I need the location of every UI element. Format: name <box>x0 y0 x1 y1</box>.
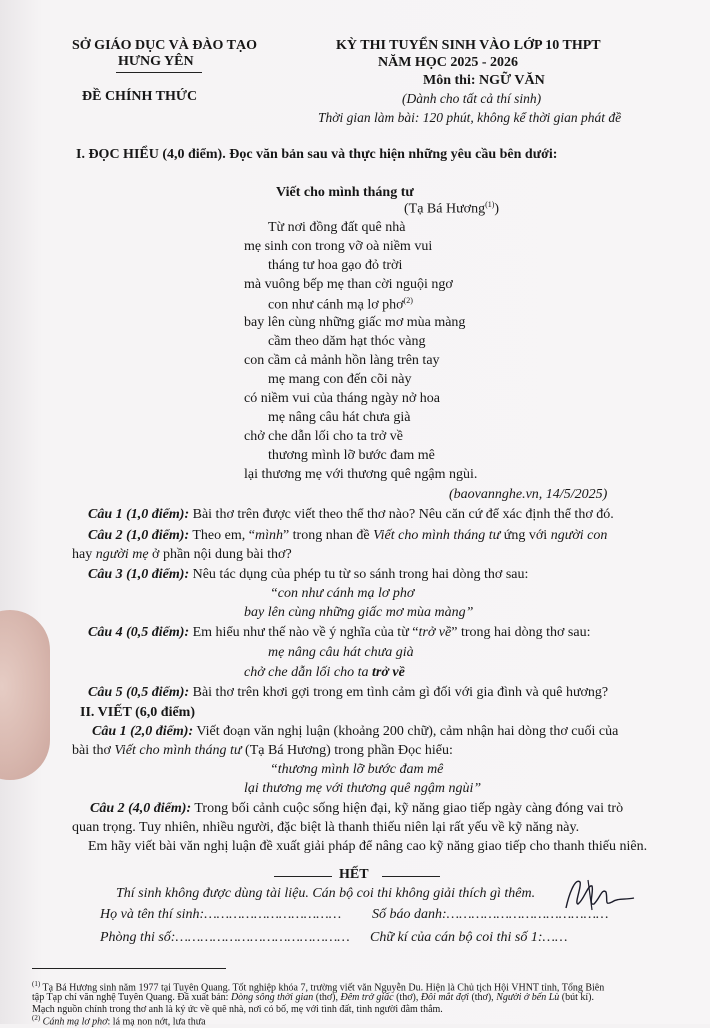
poem-line: lại thương mẹ với thương quê ngậm ngùi. <box>244 467 478 482</box>
poem-author: (Tạ Bá Hương$^{(1)}$) <box>404 200 500 217</box>
writing-question-2-line2: quan trọng. Tuy nhiên, nhiều người, đặc biệt là thanh thiếu niên lại rất yếu về kỹ năng này. <box>72 820 580 835</box>
thumb-shadow <box>0 610 50 780</box>
footnote-1: $^{(1)}$ Tạ Bá Hương sinh năm 1977 tại Tuyên Quang. Tốt nghiệp khóa 7, trường viết văn Nguyễn Du. Hiện là Chủ tịch Hội VHNT tỉnh, Tổng Biên <box>32 980 605 994</box>
footnote-rule <box>32 968 226 969</box>
header-department: SỞ GIÁO DỤC VÀ ĐÀO TẠO <box>72 38 258 53</box>
footer-note: Thí sinh không được dùng tài liệu. Cán bộ coi thi không giải thích gì thêm. <box>116 886 536 901</box>
section1-title: I. ĐỌC HIỂU (4,0 điểm). Đọc văn bản sau và thực hiện những yêu cầu bên dưới: <box>76 147 558 162</box>
header-exam-name: KỲ THI TUYỂN SINH VÀO LỚP 10 THPT <box>336 38 601 53</box>
poem-line: con cầm cả mảnh hồn làng trên tay <box>244 353 440 368</box>
header-school-year: NĂM HỌC 2025 - 2026 <box>378 55 518 70</box>
poem-line: có niềm vui của tháng ngày nở hoa <box>244 391 440 406</box>
question-1: Câu 1 (1,0 điểm): Bài thơ trên được viết theo thể thơ nào? Nêu căn cứ để xác định thể thơ đó. <box>88 507 614 522</box>
question-5: Câu 5 (0,5 điểm): Bài thơ trên khơi gợi trong em tình cảm gì đối với gia đình và quê hương? <box>88 685 609 700</box>
section2-title: II. VIẾT (6,0 điểm) <box>80 705 196 720</box>
header-audience: (Dành cho tất cả thí sinh) <box>402 91 542 106</box>
poem-source: (baovannghe.vn, 14/5/2025) <box>449 487 608 502</box>
poem-line: mẹ mang con đến cõi này <box>268 372 412 387</box>
poem-title: Viết cho mình tháng tư <box>276 185 414 200</box>
poem-line: cầm theo dăm hạt thóc vàng <box>268 334 426 349</box>
proctor-signature-field: Chữ kí của cán bộ coi thi số 1:…… <box>370 930 568 945</box>
signature-icon <box>558 870 638 916</box>
writing-question-1-quote2: lại thương mẹ với thương quê ngậm ngùi” <box>244 781 482 796</box>
poem-line: tháng tư hoa gạo đỏ trời <box>268 258 403 273</box>
writing-question-1-quote1: “thương mình lỡ bước đam mê <box>270 762 444 777</box>
poem-line: mẹ sinh con trong vỡ oà niềm vui <box>244 239 433 254</box>
header-official: ĐỀ CHÍNH THỨC <box>82 89 198 104</box>
header-left-underline <box>116 72 202 73</box>
poem-line: con như cánh mạ lơ phơ$^{(2)}$ <box>268 296 413 313</box>
writing-question-2-line3: Em hãy viết bài văn nghị luận đề xuất giải pháp để nâng cao kỹ năng giao tiếp cho thanh thiếu niên. <box>88 839 648 854</box>
question-4-quote2: chở che dẫn lối cho ta trở về <box>244 665 405 680</box>
exam-room-field: Phòng thi số:…………………………………… <box>100 930 350 945</box>
question-2: Câu 2 (1,0 điểm): Theo em, “mình” trong nhan đề Viết cho mình tháng tư ứng với người con <box>88 528 608 543</box>
poem-line: chở che dẫn lối cho ta trở về <box>244 429 404 444</box>
question-2-line2: hay người mẹ ở phần nội dung bài thơ? <box>72 547 292 562</box>
question-4-quote1: mẹ nâng câu hát chưa già <box>268 645 414 660</box>
header-duration: Thời gian làm bài: 120 phút, không kể thời gian phát đề <box>318 110 622 125</box>
writing-question-1: Câu 1 (2,0 điểm): Viết đoạn văn nghị luận (khoảng 200 chữ), cảm nhận hai dòng thơ cuối của <box>92 724 619 739</box>
writing-question-1-line2: bài thơ Viết cho mình tháng tư (Tạ Bá Hương) trong phần Đọc hiểu: <box>72 743 453 758</box>
poem-line: bay lên cùng những giấc mơ mùa màng <box>244 315 466 330</box>
poem-line: thương mình lỡ bước đam mê <box>268 448 435 463</box>
header-subject: Môn thi: NGỮ VĂN <box>423 73 545 88</box>
candidate-name-field: Họ và tên thí sinh:…………………………… <box>100 907 342 922</box>
question-3-quote2: bay lên cùng những giấc mơ mùa màng” <box>244 605 474 620</box>
footnote-1-line2: tập Tạp chí văn nghệ Tuyên Quang. Đã xuất bản: Dòng sông thời gian (thơ), Đêm trở giấc (thơ), Đôi mắt đợi (thơ), Người ở bến Lù (bút kí). <box>32 992 594 1003</box>
poem-line: mà vuông bếp mẹ than cời nguội ngơ <box>244 277 453 292</box>
footnote-1-line3: Mạch nguồn chính trong thơ anh là ký ức về quê nhà, nơi có bố, mẹ với tình đất, tình người đằm thắm. <box>32 1004 443 1015</box>
header-province: HƯNG YÊN <box>118 54 194 69</box>
candidate-number-field: Số báo danh:………………………………… <box>372 907 609 922</box>
poem-line: mẹ nâng câu hát chưa già <box>268 410 411 425</box>
end-rule-right <box>382 876 440 877</box>
question-3: Câu 3 (1,0 điểm): Nêu tác dụng của phép tu từ so sánh trong hai dòng thơ sau: <box>88 567 529 582</box>
end-marker: HẾT <box>339 867 369 882</box>
footnote-2: $^{(2)}$ Cánh mạ lơ phơ: lá mạ non nớt, lưa thưa <box>32 1014 206 1028</box>
writing-question-2: Câu 2 (4,0 điểm): Trong bối cảnh cuộc sống hiện đại, kỹ năng giao tiếp ngày càng đóng vai trò <box>90 801 624 816</box>
question-4: Câu 4 (0,5 điểm): Em hiểu như thế nào về ý nghĩa của từ “trở về” trong hai dòng thơ sau: <box>88 625 591 640</box>
poem-line: Từ nơi đồng đất quê nhà <box>268 220 406 235</box>
end-rule-left <box>274 876 332 877</box>
question-3-quote1: “con như cánh mạ lơ phơ <box>270 586 415 601</box>
